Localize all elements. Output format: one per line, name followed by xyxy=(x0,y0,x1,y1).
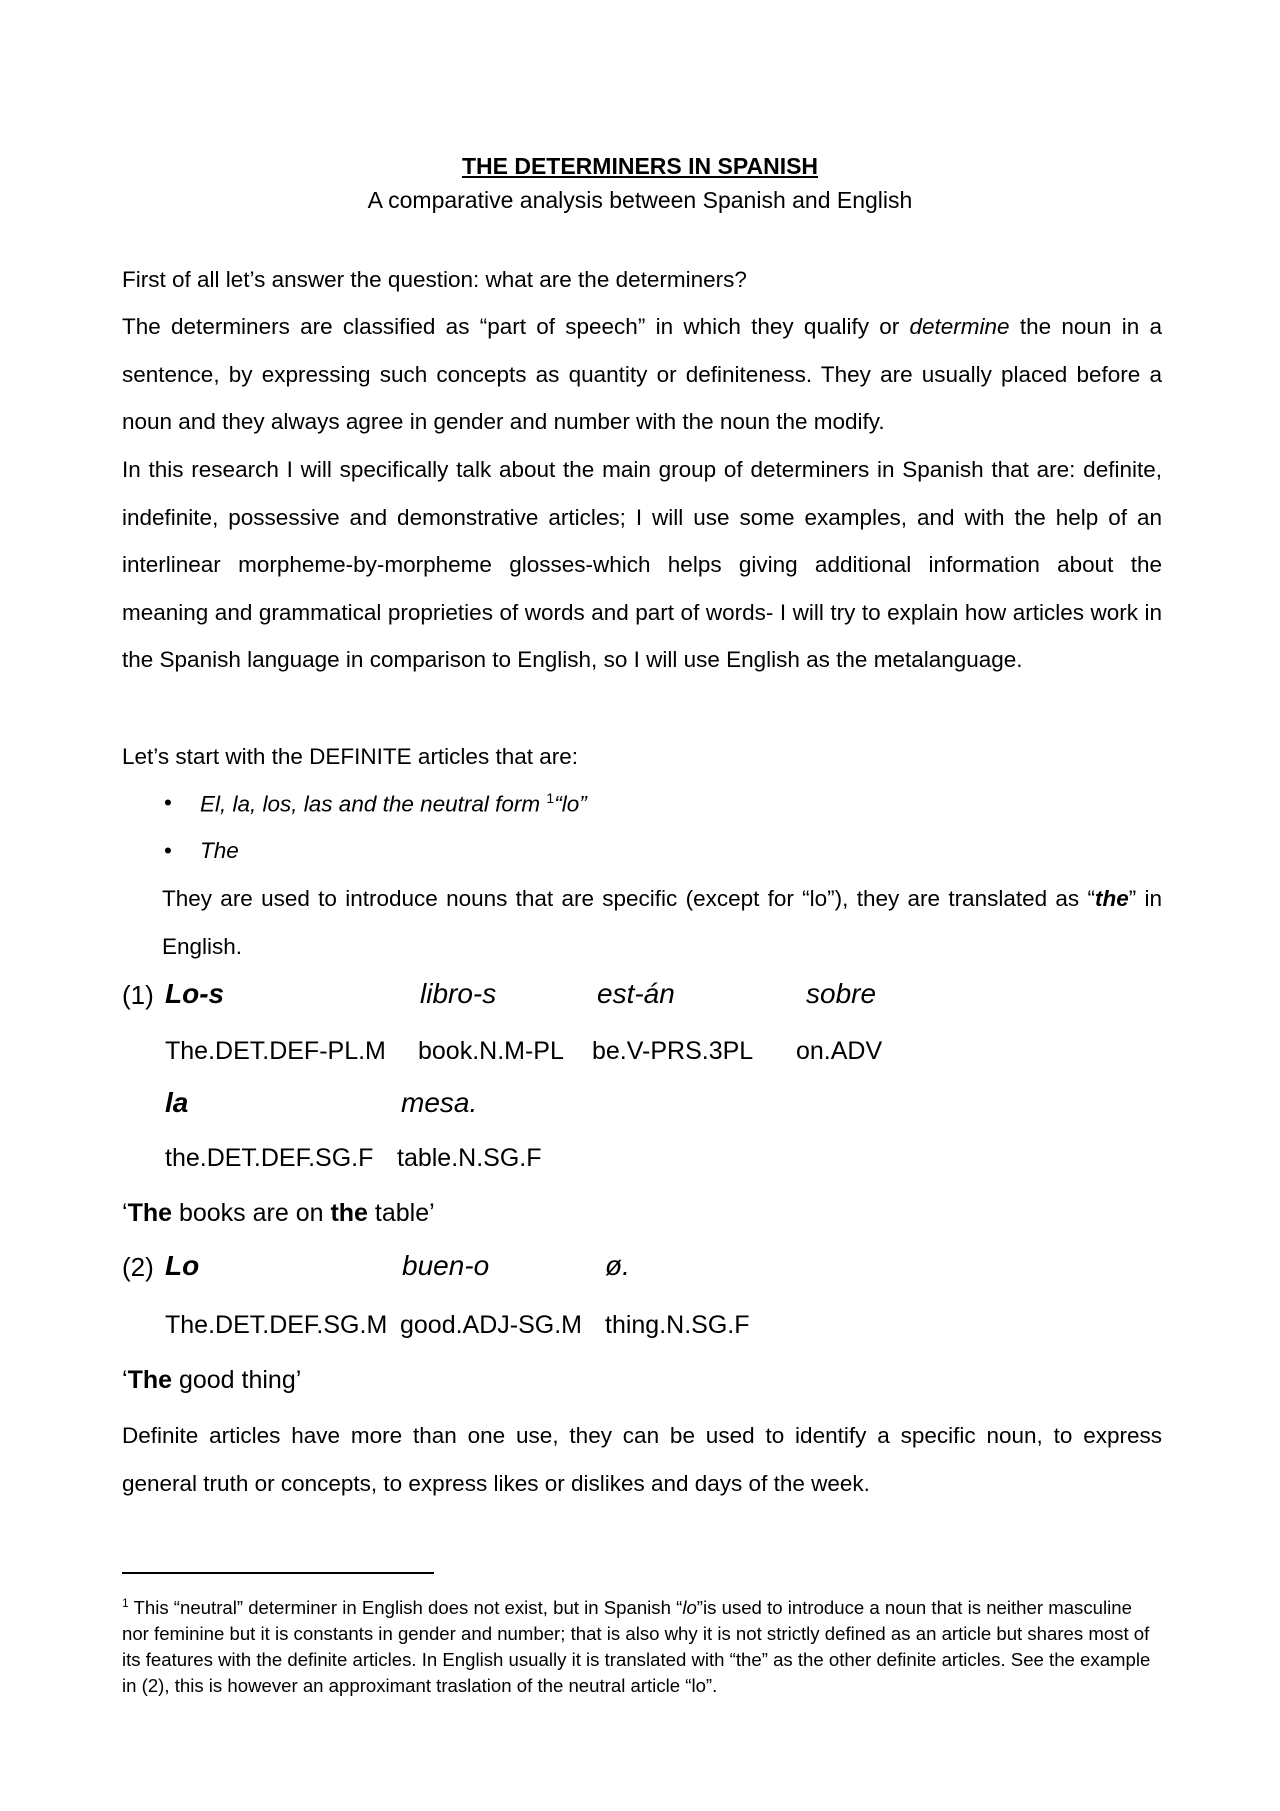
footnote-separator xyxy=(122,1572,434,1574)
example-2-word: Lo xyxy=(165,1250,200,1281)
example-1-gloss: book.N.M-PL xyxy=(418,1037,564,1065)
example-1-word: libro-s xyxy=(420,978,497,1009)
bold-the: the xyxy=(1094,886,1129,911)
example-2-gloss: The.DET.DEF.SG.M xyxy=(165,1311,388,1339)
example-2-word: buen-o xyxy=(402,1250,490,1281)
example-1-word: la xyxy=(165,1087,189,1118)
example-2-word: ø. xyxy=(605,1250,630,1281)
footnote-number: 1 xyxy=(122,1596,129,1610)
example-1-gloss: the.DET.DEF.SG.F xyxy=(165,1144,374,1172)
bullet-item-spanish-articles: El, la, los, las and the neutral form $^1$“lo” xyxy=(200,790,587,817)
example-1-word: mesa. xyxy=(401,1087,478,1118)
footnote-ref: 1 xyxy=(546,790,555,806)
footnote: $^1$ This “neutral” determiner in English does not exist, but in Spanish “lo”is used to introduce a noun that is neither masculine nor feminine but it is constants in gender and number; that is also why it is not strictly defined as an article but shares most of its features with the definite articles. In English usually it is translated with “the” as the other definite articles. See the example in (2), this is however an approximant traslation of the neutral article “lo”. xyxy=(122,1596,1151,1697)
example-1-gloss: The.DET.DEF-PL.M xyxy=(165,1037,386,1065)
example-1-word: est-án xyxy=(597,978,675,1009)
intro-question: First of all let’s answer the question: what are the determiners? xyxy=(122,267,747,292)
definition-paragraph: The determiners are classified as “part of speech” in which they qualify or determine the noun in a sentence, by expressing such concepts as quantity or definiteness. They are usually placed before a noun and they always agree in gender and number with the noun the modify. xyxy=(122,314,1162,434)
definite-intro: Let’s start with the DEFINITE articles that are: xyxy=(122,744,578,769)
example-2-gloss: thing.N.SG.F xyxy=(605,1311,750,1339)
example-1-gloss: be.V-PRS.3PL xyxy=(592,1037,754,1065)
example-1-gloss: table.N.SG.F xyxy=(397,1144,542,1172)
example-1-word: sobre xyxy=(806,978,877,1009)
example-1-number: (1) xyxy=(122,980,154,1010)
example-1-translation: ‘The books are on the table’ xyxy=(122,1199,435,1227)
document-title: THE DETERMINERS IN SPANISH xyxy=(461,153,819,179)
document-subtitle: A comparative analysis between Spanish and English xyxy=(367,187,913,213)
example-2-translation: ‘The good thing’ xyxy=(122,1366,302,1394)
usage-paragraph: They are used to introduce nouns that are specific (except for “lo”), they are translated as “the” in English. xyxy=(162,886,1162,959)
research-paragraph: In this research I will specifically talk about the main group of determiners in Spanish that are: definite, indefinite, possessive and demonstrative articles; I will use some examples, and with the help of an interlinear morpheme-by-morpheme glosses-which helps giving additional information about the meaning and grammatical proprieties of words and part of words- I will try to explain how articles work in the Spanish language in comparison to English, so I will use English as the metalanguage. xyxy=(122,457,1162,672)
example-2-number: (2) xyxy=(122,1252,154,1282)
definite-uses-paragraph: Definite articles have more than one use, they can be used to identify a specific noun, to express general truth or concepts, to express likes or dislikes and days of the week. xyxy=(122,1423,1162,1496)
example-1-word: Lo-s xyxy=(165,978,225,1009)
bullet-marker: • xyxy=(164,838,172,863)
example-2-gloss: good.ADJ-SG.M xyxy=(400,1311,583,1339)
bullet-marker: • xyxy=(164,790,172,815)
example-1-gloss: on.ADV xyxy=(796,1037,883,1065)
bullet-item-english-article: The xyxy=(200,838,239,863)
emphasis-determine: determine xyxy=(909,314,1010,339)
